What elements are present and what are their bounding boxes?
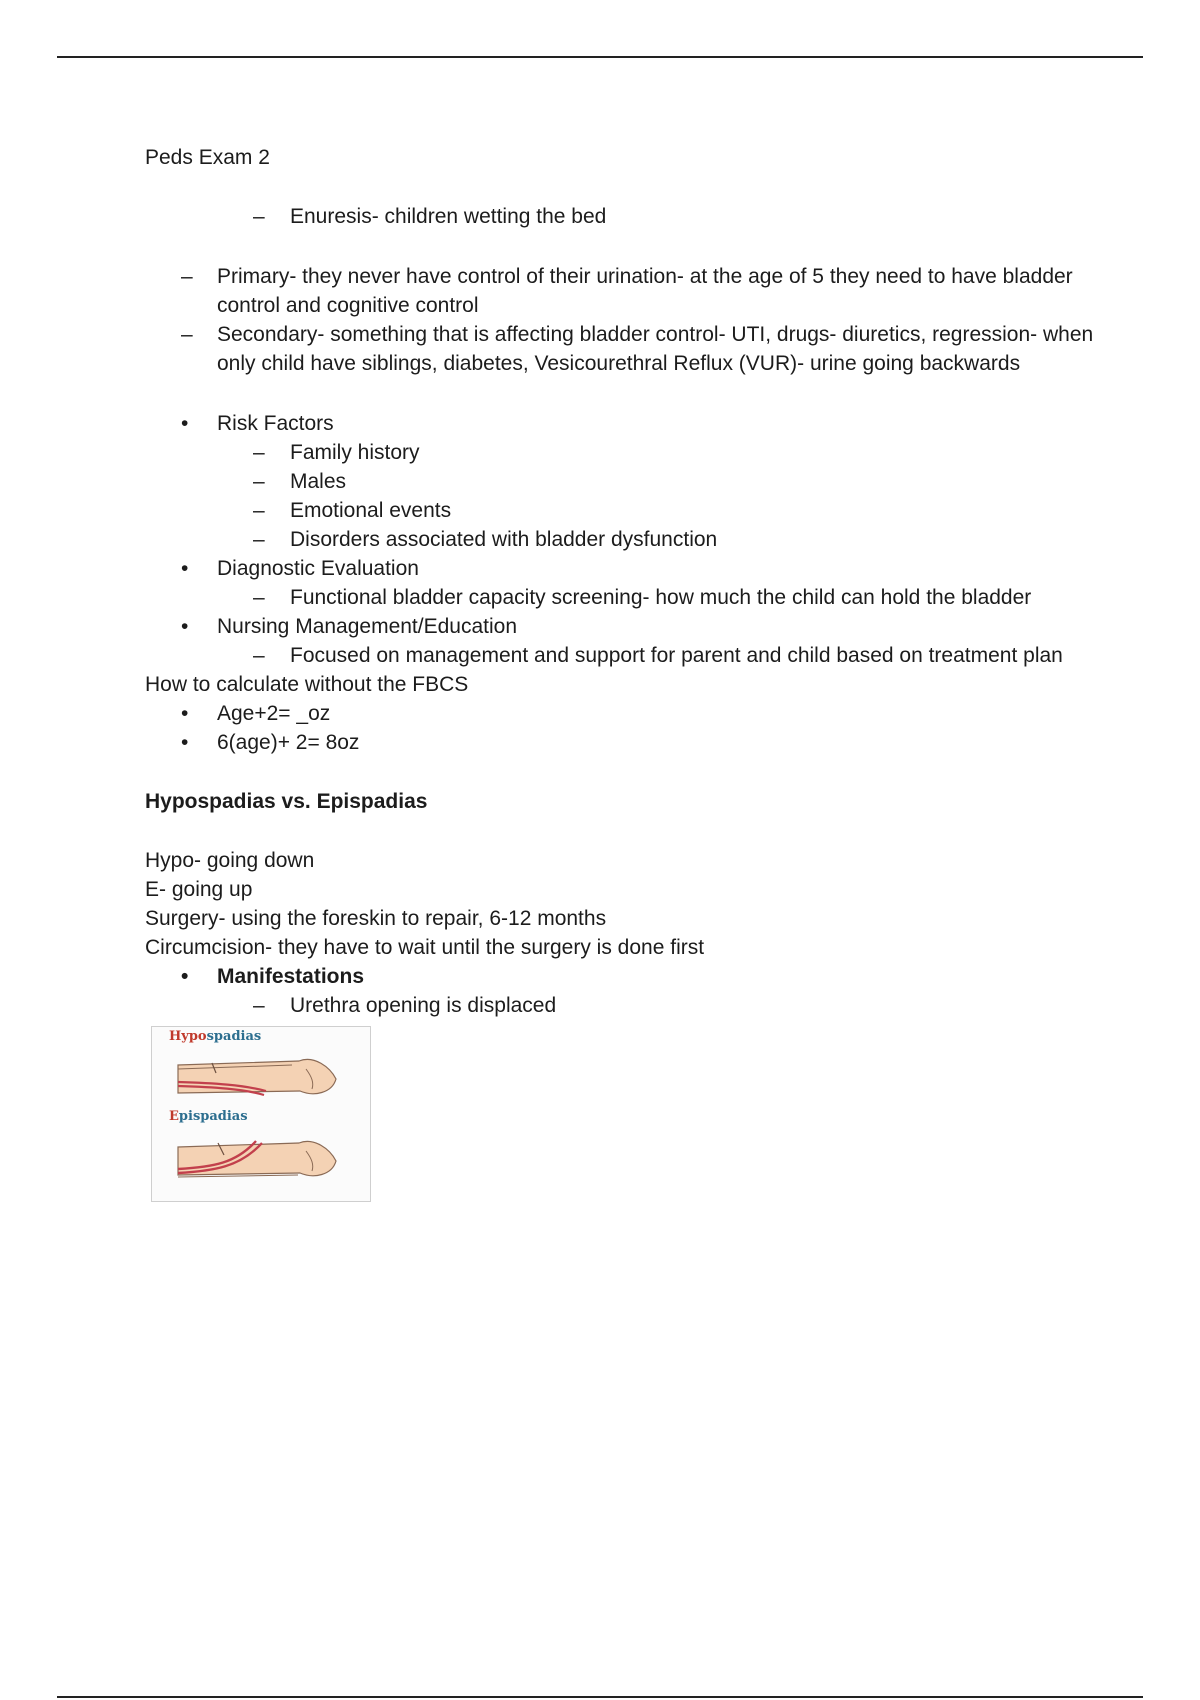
list-item: • Age+2= _oz xyxy=(145,699,1105,728)
bullet-marker: • xyxy=(181,965,189,988)
footer-rule xyxy=(57,1696,1143,1698)
list-item: – Males xyxy=(145,467,1105,496)
bullet-marker: • xyxy=(181,702,189,725)
document-body xyxy=(145,143,1105,1202)
epispadias-illustration xyxy=(174,1131,342,1187)
dash-marker: – xyxy=(253,470,265,493)
bullet-marker: • xyxy=(181,615,189,638)
dash-marker: – xyxy=(253,499,265,522)
list-item: – Functional bladder capacity screening- how much the child can hold the bladder xyxy=(145,583,1105,612)
hypospadias-illustration xyxy=(174,1049,342,1105)
list-item: – Urethra opening is displaced xyxy=(145,991,1105,1020)
dash-marker: – xyxy=(253,994,265,1017)
document-title: Peds Exam 2 xyxy=(145,146,270,169)
list-item: – Family history xyxy=(145,438,1105,467)
list-item: – Emotional events xyxy=(145,496,1105,525)
dash-marker: – xyxy=(253,586,265,609)
dash-marker: – xyxy=(181,323,193,346)
list-item-manifestations: • Manifestations xyxy=(145,962,1105,991)
section-heading: Hypospadias vs. Epispadias xyxy=(145,790,428,813)
list-item-diagnostic: • Diagnostic Evaluation xyxy=(145,554,1105,583)
header-rule xyxy=(57,56,1143,58)
paragraph-line: Circumcision- they have to wait until the surgery is done first xyxy=(145,936,705,959)
paragraph-line: E- going up xyxy=(145,878,253,901)
list-item: – Disorders associated with bladder dysfunction xyxy=(145,525,1105,554)
list-item-secondary: – Secondary- something that is affecting bladder control- UTI, drugs- diuretics, regression- when only child have siblings, diabetes, Vesicourethral Reflux (VUR)- urine going backwards xyxy=(145,320,1105,378)
bullet-marker: • xyxy=(181,557,189,580)
dash-marker: – xyxy=(253,205,265,228)
list-item-enuresis: – Enuresis- children wetting the bed xyxy=(145,202,1105,231)
bullet-marker: • xyxy=(181,731,189,754)
bullet-marker: • xyxy=(181,412,189,435)
paragraph-line: Hypo- going down xyxy=(145,849,315,872)
dash-marker: – xyxy=(253,644,265,667)
list-item: • 6(age)+ 2= 8oz xyxy=(145,728,1105,757)
hypospadias-label: Hypospadias xyxy=(169,1029,262,1044)
list-item: – Focused on management and support for parent and child based on treatment plan xyxy=(145,641,1105,670)
paragraph-line: Surgery- using the foreskin to repair, 6-12 months xyxy=(145,907,607,930)
epispadias-label: Epispadias xyxy=(169,1109,248,1124)
calc-heading: How to calculate without the FBCS xyxy=(145,673,469,696)
hypospadias-epispadias-figure xyxy=(151,1026,371,1202)
list-item-primary: – Primary- they never have control of their urination- at the age of 5 they need to have bladder control and cognitive control xyxy=(145,262,1105,320)
dash-marker: – xyxy=(253,441,265,464)
dash-marker: – xyxy=(253,528,265,551)
dash-marker: – xyxy=(181,265,193,288)
list-item-risk-factors: • Risk Factors xyxy=(145,409,1105,438)
list-item-nursing: • Nursing Management/Education xyxy=(145,612,1105,641)
